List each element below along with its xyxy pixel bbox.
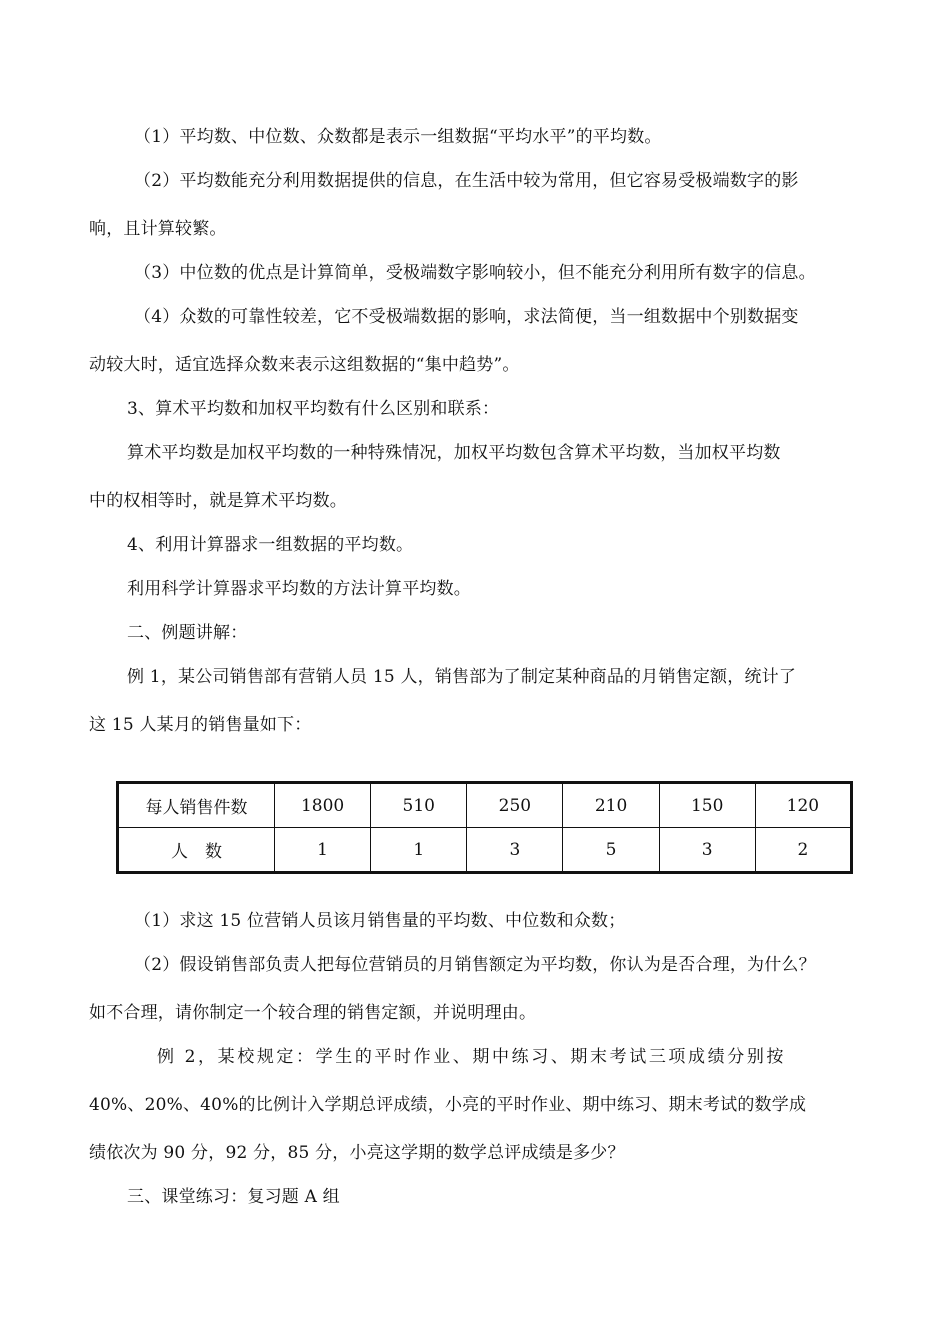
table-cell: 1800 xyxy=(275,783,371,828)
example-2-line-3: 绩依次为 90 分，92 分，85 分，小亮这学期的数学总评成绩是多少？ xyxy=(89,1143,625,1163)
table-cell: 250 xyxy=(467,783,563,828)
table-row xyxy=(118,783,852,828)
question-2-line-1: （2）假设销售部负责人把每位营销员的月销售额定为平均数，你认为是否合理，为什么？ xyxy=(134,955,816,975)
paragraph-point-4-line-2: 动较大时，适宜选择众数来表示这组数据的“集中趋势”。 xyxy=(89,355,520,375)
paragraph-point-4-line-1: （4）众数的可靠性较差，它不受极端数据的影响，求法简便，当一组数据中个别数据变 xyxy=(134,307,799,327)
section-4-heading: 4、利用计算器求一组数据的平均数。 xyxy=(127,535,414,555)
example-2-line-2: 40%、20%、40%的比例计入学期总评成绩，小亮的平时作业、期中练习、期末考试的数学成 xyxy=(89,1095,807,1115)
table-cell: 120 xyxy=(755,783,851,828)
table-header-cell: 人 数 xyxy=(118,828,275,873)
question-2-line-2: 如不合理，请你制定一个较合理的销售定额，并说明理由。 xyxy=(89,1003,537,1023)
paragraph-point-3: （3）中位数的优点是计算简单，受极端数字影响较小，但不能充分利用所有数字的信息。 xyxy=(134,263,816,283)
section-3-text-line-2: 中的权相等时，就是算术平均数。 xyxy=(89,491,347,511)
table-cell: 510 xyxy=(371,783,467,828)
table-cell: 5 xyxy=(563,828,659,873)
example-2-line-1: 例 2，某校规定：学生的平时作业、期中练习、期末考试三项成绩分别按 xyxy=(157,1047,787,1067)
paragraph-point-2-line-1: （2）平均数能充分利用数据提供的信息，在生活中较为常用，但它容易受极端数字的影 xyxy=(134,171,799,191)
table-cell: 150 xyxy=(659,783,755,828)
table-cell: 2 xyxy=(755,828,851,873)
table-cell: 210 xyxy=(563,783,659,828)
table-cell: 1 xyxy=(275,828,371,873)
paragraph-point-2-line-2: 响，且计算较繁。 xyxy=(89,219,227,239)
table-cell: 3 xyxy=(659,828,755,873)
table-header-cell: 每人销售件数 xyxy=(118,783,275,828)
sales-table xyxy=(116,781,853,874)
practice-heading: 三、课堂练习：复习题 A 组 xyxy=(127,1187,340,1207)
example-1-line-2: 这 15 人某月的销售量如下： xyxy=(89,715,312,735)
table-cell: 3 xyxy=(467,828,563,873)
section-3-heading: 3、算术平均数和加权平均数有什么区别和联系： xyxy=(127,399,500,419)
table-cell: 1 xyxy=(371,828,467,873)
section-4-text: 利用科学计算器求平均数的方法计算平均数。 xyxy=(127,579,471,599)
examples-heading: 二、例题讲解： xyxy=(127,623,248,643)
question-1: （1）求这 15 位营销人员该月销售量的平均数、中位数和众数； xyxy=(134,911,626,931)
example-1-line-1: 例 1，某公司销售部有营销人员 15 人，销售部为了制定某种商品的月销售定额，统计了 xyxy=(127,667,797,687)
table-row xyxy=(118,828,852,873)
section-3-text-line-1: 算术平均数是加权平均数的一种特殊情况，加权平均数包含算术平均数，当加权平均数 xyxy=(127,443,781,463)
paragraph-point-1: （1）平均数、中位数、众数都是表示一组数据“平均水平”的平均数。 xyxy=(134,127,662,147)
